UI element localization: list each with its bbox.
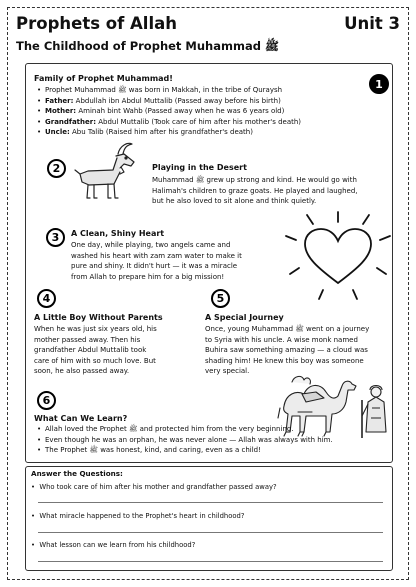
unit-label: Unit 3 [344, 14, 400, 33]
lessons-list [36, 424, 336, 456]
section-6-heading: What Can We Learn? [34, 414, 128, 423]
family-item: • Prophet Muhammad ﷺ was born in Makkah, in the tribe of Quraysh [36, 85, 366, 96]
section-1-heading: Family of Prophet Muhammad! [34, 74, 173, 83]
answer-line-1[interactable] [38, 502, 383, 503]
section-4-heading: A Little Boy Without Parents [34, 313, 163, 322]
answer-line-3[interactable] [38, 561, 383, 562]
answer-line-2[interactable] [38, 532, 383, 533]
lesson-item: • Allah loved the Prophet ﷺ and protected him from the very beginning. [36, 424, 336, 435]
section-6-number: 6 [37, 391, 56, 410]
lesson-item: • The Prophet ﷺ was honest, kind, and caring, even as a child! [36, 445, 336, 456]
family-list [36, 85, 366, 138]
monk-icon [362, 386, 386, 439]
question-1: • Who took care of him after his mother and grandfather passed away? [31, 483, 277, 491]
section-3-number: 3 [46, 228, 65, 247]
section-2-number: 2 [47, 159, 66, 178]
lesson-item: • Even though he was an orphan, he was never alone — Allah was always with him. [36, 435, 336, 446]
section-1-number: 1 [369, 74, 389, 94]
family-item: • Grandfather: Abdul Muttalib (Took care of him after his mother's death) [36, 117, 366, 128]
page-title: Prophets of Allah [16, 14, 177, 33]
section-2-text: Muhammad ﷺ grew up strong and kind. He would go with Halimah's children to graze goats. He played and laughed, but he also loved to sit alone and think quietly. [152, 176, 358, 205]
family-item: • Father: Abdullah ibn Abdul Muttalib (Passed away before his birth) [36, 96, 366, 107]
question-2: • What miracle happened to the Prophet's heart in childhood? [31, 512, 245, 520]
goat-icon [68, 140, 144, 202]
heart-icon [283, 210, 393, 300]
section-3-text: One day, while playing, two angels came and washed his heart with zam zam water to make it pure and shiny. It didn't hurt — it was a miracle from Allah to prepare him for a big mission! [71, 241, 242, 281]
family-item: • Mother: Aminah bint Wahb (Passed away when he was 6 years old) [36, 106, 366, 117]
section-5-text: Once, young Muhammad ﷺ went on a journey to Syria with his uncle. A wise monk named Buhira saw something amazing — a cloud was shading him! He knew this boy was someone very special. [205, 325, 370, 375]
section-3-heading: A Clean, Shiny Heart [71, 229, 165, 238]
section-5-heading: A Special Journey [205, 313, 284, 322]
section-4-text: When he was just six years old, his mother passed away. Then his grandfather Abdul Muttalib took care of him with so much love. But soon, he also passed away. [34, 325, 157, 375]
question-3: • What lesson can we learn from his childhood? [31, 541, 196, 549]
section-2-heading: Playing in the Desert [152, 163, 247, 172]
section-5-number: 5 [211, 289, 230, 308]
page-subtitle: The Childhood of Prophet Muhammad ﷺ [16, 39, 279, 53]
answer-heading: Answer the Questions: [31, 469, 123, 478]
section-4-number: 4 [37, 289, 56, 308]
family-item: • Uncle: Abu Talib (Raised him after his grandfather's death) [36, 127, 366, 138]
